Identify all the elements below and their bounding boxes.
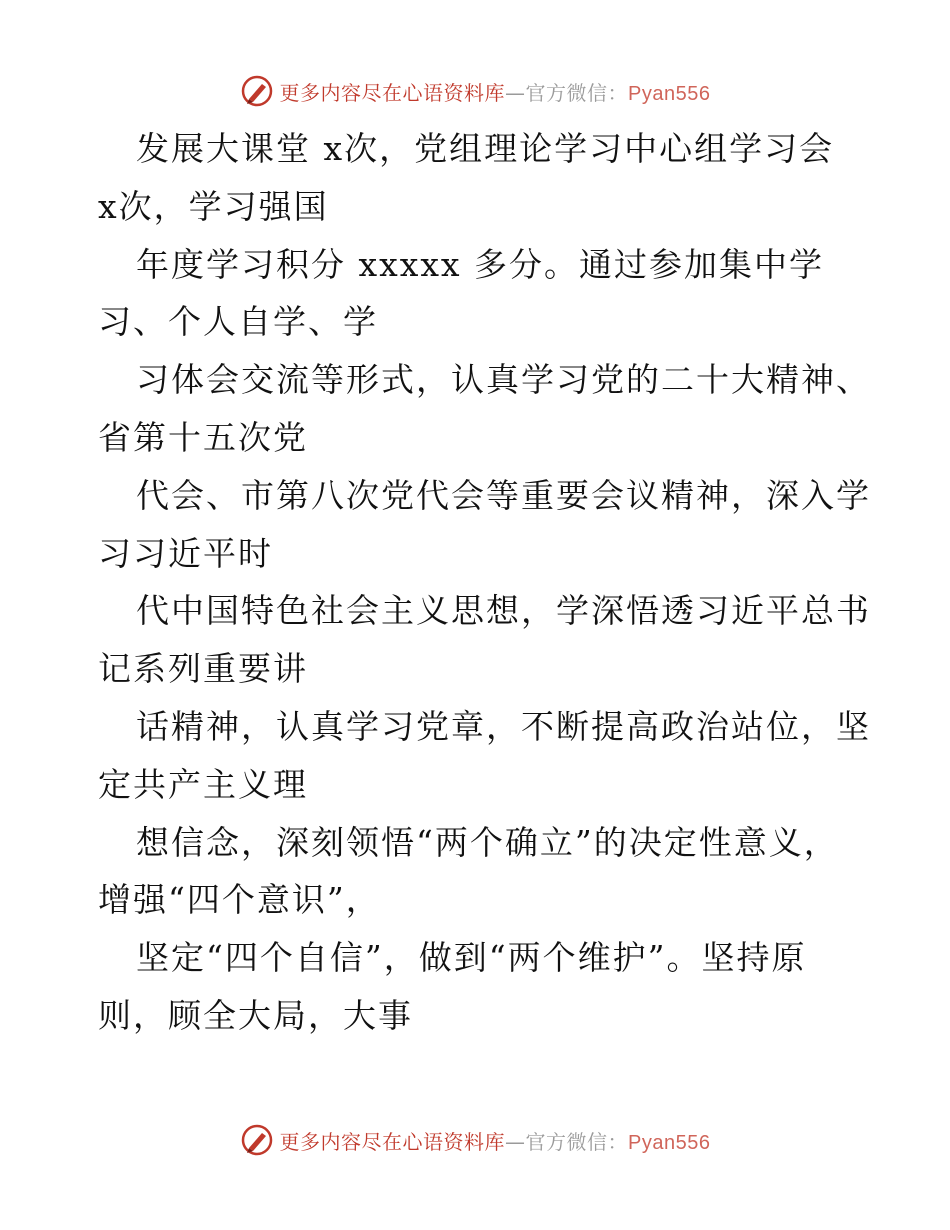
header-watermark (0, 71, 950, 111)
text-line: x次，学习强国 (98, 186, 329, 226)
pen-logo-icon (240, 74, 274, 108)
text-line: 年度学习积分 xxxxx 多分。通过参加集中学 (136, 244, 825, 284)
text-line: 增强“四个意识”， (98, 880, 381, 920)
text-line: 则，顾全大局，大事 (98, 995, 413, 1035)
text-line: 代中国特色社会主义思想，学深悟透习近平总书 (136, 591, 871, 631)
footer-watermark (0, 1120, 950, 1160)
text-line: 话精神，认真学习党章，不断提高政治站位，坚 (136, 706, 871, 746)
watermark-text: 更多内容尽在心语资料库—官方微信：Pyan556 (279, 1129, 711, 1154)
text-line: 发展大课堂 x次，党组理论学习中心组学习会 (136, 129, 835, 168)
pen-logo-icon (240, 1123, 274, 1157)
text-line: 习体会交流等形式，认真学习党的二十大精神、 (136, 360, 871, 400)
text-line: 坚定“四个自信”，做到“两个维护”。坚持原 (136, 938, 807, 978)
watermark-text: 更多内容尽在心语资料库—官方微信：Pyan556 (279, 80, 711, 105)
text-line: 代会、市第八次党代会等重要会议精神，深入学 (136, 475, 871, 515)
text-line: 习习近平时 (98, 533, 273, 573)
text-line: 想信念，深刻领悟“两个确立”的决定性意义， (136, 822, 839, 862)
document-body (98, 120, 871, 1045)
text-line: 省第十五次党 (98, 417, 308, 457)
text-line: 定共产主义理 (98, 764, 308, 804)
text-line: 记系列重要讲 (98, 649, 308, 689)
text-line: 习、个人自学、学 (98, 302, 378, 342)
